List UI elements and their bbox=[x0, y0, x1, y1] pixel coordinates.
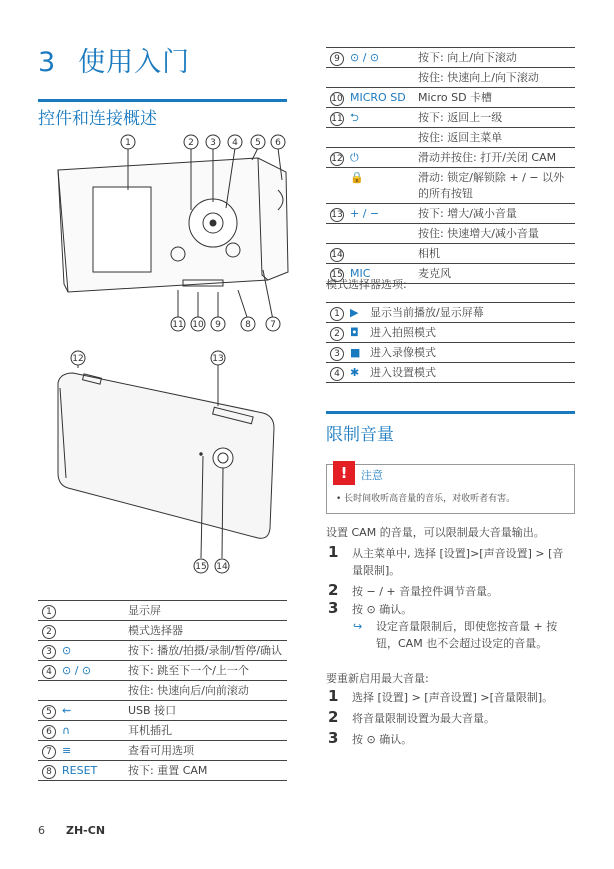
note-title: 注意 bbox=[361, 469, 383, 482]
mode-selector-table bbox=[326, 302, 575, 383]
table-row: 3 ⊙ 按下: 播放/拍摄/录制/暂停/确认 bbox=[38, 641, 287, 661]
svg-text:14: 14 bbox=[216, 562, 228, 572]
table-row: 2 ◘ 进入拍照模式 bbox=[326, 323, 575, 343]
reenable-intro: 要重新启用最大音量: bbox=[326, 672, 429, 685]
svg-text:3: 3 bbox=[210, 138, 216, 148]
table-row: 2 模式选择器 bbox=[38, 621, 287, 641]
step-number: 3 bbox=[328, 729, 339, 747]
svg-text:5: 5 bbox=[255, 138, 261, 148]
callout-1 bbox=[121, 135, 135, 149]
step-text: 按 ⊙ 确认。 bbox=[352, 733, 413, 746]
svg-text:15: 15 bbox=[195, 562, 207, 572]
svg-text:9: 9 bbox=[215, 320, 221, 330]
table-row: 10 MICRO SD Micro SD 卡槽 bbox=[326, 88, 575, 108]
svg-text:2: 2 bbox=[188, 138, 194, 148]
step-text: 按 ⊙ 确认。 bbox=[352, 603, 413, 616]
callout-8 bbox=[241, 317, 255, 331]
callout-15 bbox=[194, 559, 208, 573]
callout-2 bbox=[184, 135, 198, 149]
step-number: 2 bbox=[328, 708, 339, 726]
device-back-illustration bbox=[38, 348, 293, 583]
svg-text:10: 10 bbox=[192, 320, 204, 330]
callout-13 bbox=[211, 351, 225, 365]
result-text: 设定音量限制后，即使您按音量 + 按钮，CAM 也不会超过设定的音量。 bbox=[376, 620, 558, 650]
controls-table-right bbox=[326, 47, 575, 284]
step-text: 从主菜单中, 选择 [设置]>[声音设置] > [音量限制]。 bbox=[352, 547, 564, 577]
table-row: 1 显示屏 bbox=[38, 601, 287, 621]
table-row: 5 ⇜ USB 接口 bbox=[38, 701, 287, 721]
callout-5 bbox=[251, 135, 265, 149]
callout-9 bbox=[211, 317, 225, 331]
table-row: 9 ⊙ / ⊙ 按下: 向上/向下滚动 bbox=[326, 48, 575, 68]
mode-intro: 模式选择器选项: bbox=[326, 278, 407, 291]
limit-intro: 设置 CAM 的音量，可以限制最大音量输出。 bbox=[326, 526, 545, 539]
table-row: 7 ≡ 查看可用选项 bbox=[38, 741, 287, 761]
section-rule bbox=[38, 99, 287, 102]
step-number: 1 bbox=[328, 687, 339, 705]
section-title-controls: 控件和连接概述 bbox=[38, 109, 157, 129]
table-row: 12 ⏻ 滑动并按住: 打开/关闭 CAM bbox=[326, 148, 575, 168]
step-text: 按 − / + 音量控件调节音量。 bbox=[352, 585, 499, 598]
note-text: • 长时间收听高音量的音乐，对收听者有害。 bbox=[336, 494, 516, 504]
table-row: 4 ✱ 进入设置模式 bbox=[326, 363, 575, 383]
svg-text:4: 4 bbox=[232, 138, 238, 148]
section-rule bbox=[326, 411, 575, 414]
result-arrow-icon: ↪ bbox=[353, 620, 363, 633]
callout-14 bbox=[215, 559, 229, 573]
table-row: 15 MIC 麦克风 bbox=[326, 264, 575, 284]
table-row: 6 ∩ 耳机插孔 bbox=[38, 721, 287, 741]
svg-text:13: 13 bbox=[212, 354, 224, 364]
table-row: 14 相机 bbox=[326, 244, 575, 264]
table-row: 4 ⊙ / ⊙ 按下: 跳至下一个/上一个 bbox=[38, 661, 287, 681]
table-row: 🔒 滑动: 锁定/解锁除 + / − 以外的所有按钮 bbox=[326, 168, 575, 204]
svg-text:12: 12 bbox=[72, 354, 84, 364]
table-row: 按住: 返回主菜单 bbox=[326, 128, 575, 148]
svg-text:6: 6 bbox=[275, 138, 281, 148]
callout-6 bbox=[271, 135, 285, 149]
table-row: 按住: 快速增大/减小音量 bbox=[326, 224, 575, 244]
step-text: 将音量限制设置为最大音量。 bbox=[352, 712, 495, 725]
table-row: 8 RESET 按下: 重置 CAM bbox=[38, 761, 287, 781]
table-row: 1 ▶ 显示当前播放/显示屏幕 bbox=[326, 303, 575, 323]
chapter-number: 3 bbox=[38, 47, 57, 78]
table-row: 按住: 快速向上/向下滚动 bbox=[326, 68, 575, 88]
language-code: ZH-CN bbox=[66, 824, 106, 837]
svg-text:11: 11 bbox=[172, 320, 184, 330]
chapter-title: 使用入门 bbox=[78, 47, 191, 78]
chapter-heading bbox=[38, 40, 190, 79]
controls-table-left bbox=[38, 600, 287, 781]
svg-text:8: 8 bbox=[245, 320, 251, 330]
callout-11 bbox=[171, 317, 185, 331]
step-number: 2 bbox=[328, 581, 339, 599]
step-number: 1 bbox=[328, 543, 339, 561]
device-front-illustration bbox=[38, 130, 293, 335]
svg-text:1: 1 bbox=[125, 138, 131, 148]
callout-3 bbox=[206, 135, 220, 149]
table-row: 按住: 快速向后/向前滚动 bbox=[38, 681, 287, 701]
callout-4 bbox=[228, 135, 242, 149]
table-row: 11 ⮌ 按下: 返回上一级 bbox=[326, 108, 575, 128]
step-text: 选择 [设置] > [声音设置] >[音量限制]。 bbox=[352, 691, 554, 704]
step-number: 3 bbox=[328, 599, 339, 617]
table-row: 3 ■ 进入录像模式 bbox=[326, 343, 575, 363]
callout-12 bbox=[71, 351, 85, 365]
warning-icon: ! bbox=[333, 461, 355, 485]
page-number: 6 bbox=[38, 824, 45, 837]
callout-10 bbox=[191, 317, 205, 331]
svg-text:7: 7 bbox=[270, 320, 276, 330]
callout-7 bbox=[266, 317, 280, 331]
table-row: 13 + / − 按下: 增大/减小音量 bbox=[326, 204, 575, 224]
section-title-volume-limit: 限制音量 bbox=[326, 425, 394, 445]
